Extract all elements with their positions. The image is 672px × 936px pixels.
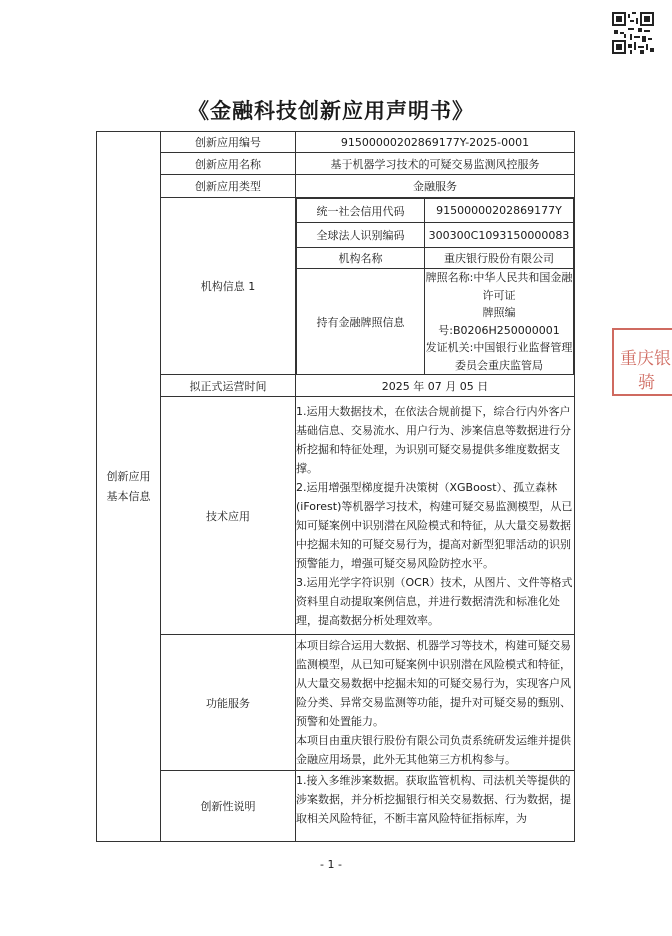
credit-code-value: 91500000202869177Y <box>425 199 574 223</box>
paragraph: 1.运用大数据技术，在依法合规前提下，综合行内外客户基础信息、交易流水、用户行为、涉案信息等数据进行分析挖掘和特征处理，为识别可疑交易提供多维度数据支撑。 <box>296 404 571 475</box>
section-label: 创新应用 基本信息 <box>106 469 151 503</box>
paragraph: 3.运用光学字符识别（OCR）技术，从图片、文件等格式资料里自动提取案例信息，并进行数据清洗和标准化处理，提高数据分析处理效率。 <box>296 575 573 627</box>
credit-code-label: 统一社会信用代码 <box>297 199 425 223</box>
paragraph: 1.接入多维涉案数据。获取监管机构、司法机关等提供的涉案数据，并分析挖掘银行相关交易数据、行为数据，提取相关风险特征，不断丰富风险特征指标库，为 <box>296 774 571 825</box>
app-type-value: 金融服务 <box>296 175 575 198</box>
lei-label: 全球法人识别编码 <box>297 223 425 248</box>
org-info-cell <box>296 198 575 375</box>
licence-label: 持有金融牌照信息 <box>297 269 425 375</box>
qr-code-icon <box>612 12 654 54</box>
licence-line: 许可证 <box>482 288 516 302</box>
innovation-paragraphs <box>296 771 574 828</box>
licence-info <box>425 269 574 375</box>
launch-label: 拟正式运营时间 <box>161 375 296 397</box>
tech-label: 技术应用 <box>161 397 296 635</box>
document-title: 《金融科技创新应用声明书》 <box>188 99 474 123</box>
app-type-label: 创新应用类型 <box>161 175 296 198</box>
licence-line: 发证机关:中国银行业监督管理 <box>425 341 573 354</box>
function-paragraphs <box>296 636 574 769</box>
seal-stamp <box>612 328 672 396</box>
innovation-label: 创新性说明 <box>161 771 296 842</box>
org-info-table <box>296 198 574 374</box>
function-label: 功能服务 <box>161 635 296 771</box>
licence-line: 委员会重庆监管局 <box>455 358 543 372</box>
app-id-label: 创新应用编号 <box>161 132 296 153</box>
declaration-table <box>96 131 575 842</box>
stamp-text-2: 骑 <box>638 373 655 393</box>
app-id-value: 91500000202869177Y-2025-0001 <box>296 132 575 153</box>
innovation-text <box>296 771 575 842</box>
section-label-cell <box>97 132 161 842</box>
licence-line: 牌照名称:中华人民共和国金融 <box>425 271 573 284</box>
app-name-label: 创新应用名称 <box>161 153 296 175</box>
paragraph: 本项目综合运用大数据、机器学习等技术，构建可疑交易监测模型，从已知可疑案例中识别潜在风险模式和特征，从大量交易数据中挖掘未知的可疑交易行为，实现客户风险分类、异常交易监测等功能，提升对可疑交易的甄别、预警和处置能力。 <box>296 639 571 728</box>
org-name-label: 机构名称 <box>297 248 425 269</box>
app-name-value: 基于机器学习技术的可疑交易监测风控服务 <box>296 153 575 175</box>
tech-text <box>296 397 575 635</box>
launch-value: 2025 年 07 月 05 日 <box>296 375 575 397</box>
page-number: - 1 - <box>320 858 342 871</box>
tech-paragraphs <box>296 402 574 630</box>
org-name-value: 重庆银行股份有限公司 <box>425 248 574 269</box>
function-text <box>296 635 575 771</box>
stamp-text-1: 重庆银 <box>620 349 671 369</box>
paragraph: 本项目由重庆银行股份有限公司负责系统研发运维并提供金融应用场景，此外无其他第三方机构参与。 <box>296 734 571 766</box>
licence-line: 牌照编号:B0206H250000001 <box>438 306 560 337</box>
paragraph: 2.运用增强型梯度提升决策树（XGBoost）、孤立森林(iForest)等机器学习技术，构建可疑交易监测模型，从已知可疑案例中识别潜在风险模式和特征，从大量交易数据中挖掘未知的可疑交易行为，提高对新型犯罪活动的识别预警能力，增强可疑交易风险防控水平。 <box>296 480 573 570</box>
lei-value: 300300C1093150000083 <box>425 223 574 248</box>
org-info-label: 机构信息 1 <box>161 198 296 375</box>
